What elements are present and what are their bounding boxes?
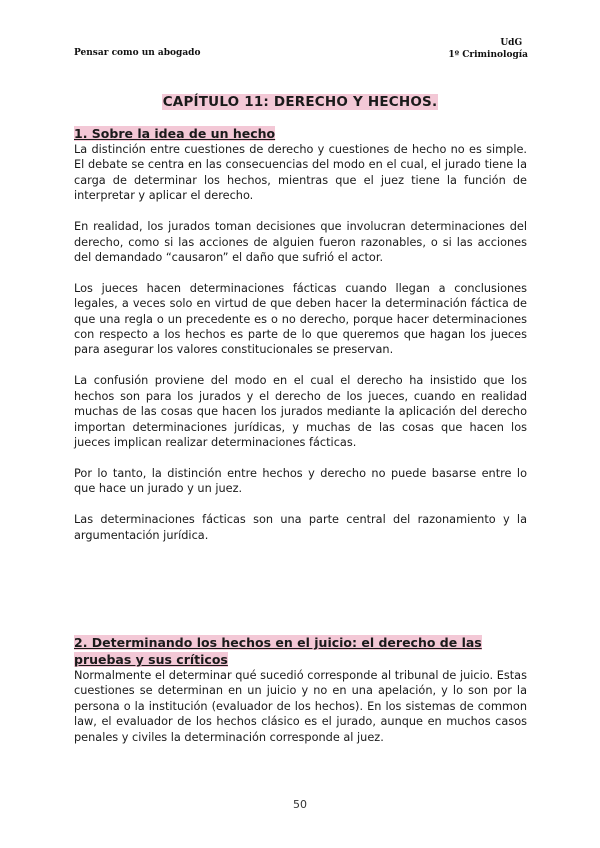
paragraph: En realidad, los jurados toman decisiones que involucran determinaciones del derecho, como si las acciones de alguien fueron razonables, o si las acciones del demandado “causaron” el daño que sufrió el actor. [74, 220, 527, 264]
header-right-line2: 1º Criminología [448, 50, 528, 60]
section-2-heading-text: 2. Determinando los hechos en el juicio: el derecho de las pruebas y sus críticos [74, 635, 482, 667]
section-1 [74, 125, 527, 559]
paragraph: Por lo tanto, la distinción entre hechos y derecho no puede basarse entre lo que hace un jurado y un juez. [74, 466, 527, 496]
chapter-title-text: CAPÍTULO 11: DERECHO Y HECHOS. [162, 94, 438, 110]
paragraph: Normalmente el determinar qué sucedió corresponde al tribunal de juicio. Estas cuestiones se determinan en un juicio y no en una apelación, y lo son por la persona o la institución (evaluador de los hechos). En los sistemas de common law, el evaluador de los hechos clásico es el jurado, aunque en muchos casos penales y civiles la determinación corresponde al juez. [74, 669, 527, 744]
page-number: 50 [293, 798, 307, 811]
section-2 [74, 634, 527, 745]
section-1-heading [74, 125, 527, 142]
header-right-line1: UdG [500, 38, 523, 48]
paragraph: La confusión proviene del modo en el cual el derecho ha insistido que los hechos son para los jurados y el derecho de los jueces, cuando en realidad muchas de las cosas que hacen los jurados mediante la aplicación del derecho importan determinaciones jurídicas, y muchas de las cosas que hacen los jueces implican realizar determinaciones fácticas. [74, 374, 527, 449]
paragraph: Los jueces hacen determinaciones fácticas cuando llegan a conclusiones legales, a veces solo en virtud de que deben hacer la determinación fáctica de que una regla o un precedente es o no derecho, porque hacer determinaciones con respecto a los hechos es parte de lo que queremos que hagan los jueces para asegurar los valores constitucionales se preservan. [74, 281, 527, 357]
section-1-heading-text: 1. Sobre la idea de un hecho [74, 126, 276, 141]
header-right [448, 37, 528, 61]
section-2-heading [74, 634, 527, 668]
paragraph: La distinción entre cuestiones de derecho y cuestiones de hecho no es simple. El debate se centra en las consecuencias del modo en el cual, el jurado tiene la carga de determinar los hechos, mientras que el juez tiene la función de interpretar y aplicar el derecho. [74, 143, 527, 203]
chapter-title [0, 91, 600, 110]
paragraph: Las determinaciones fácticas son una parte central del razonamiento y la argumentación jurídica. [74, 513, 527, 542]
header-left: Pensar como un abogado [74, 48, 201, 58]
